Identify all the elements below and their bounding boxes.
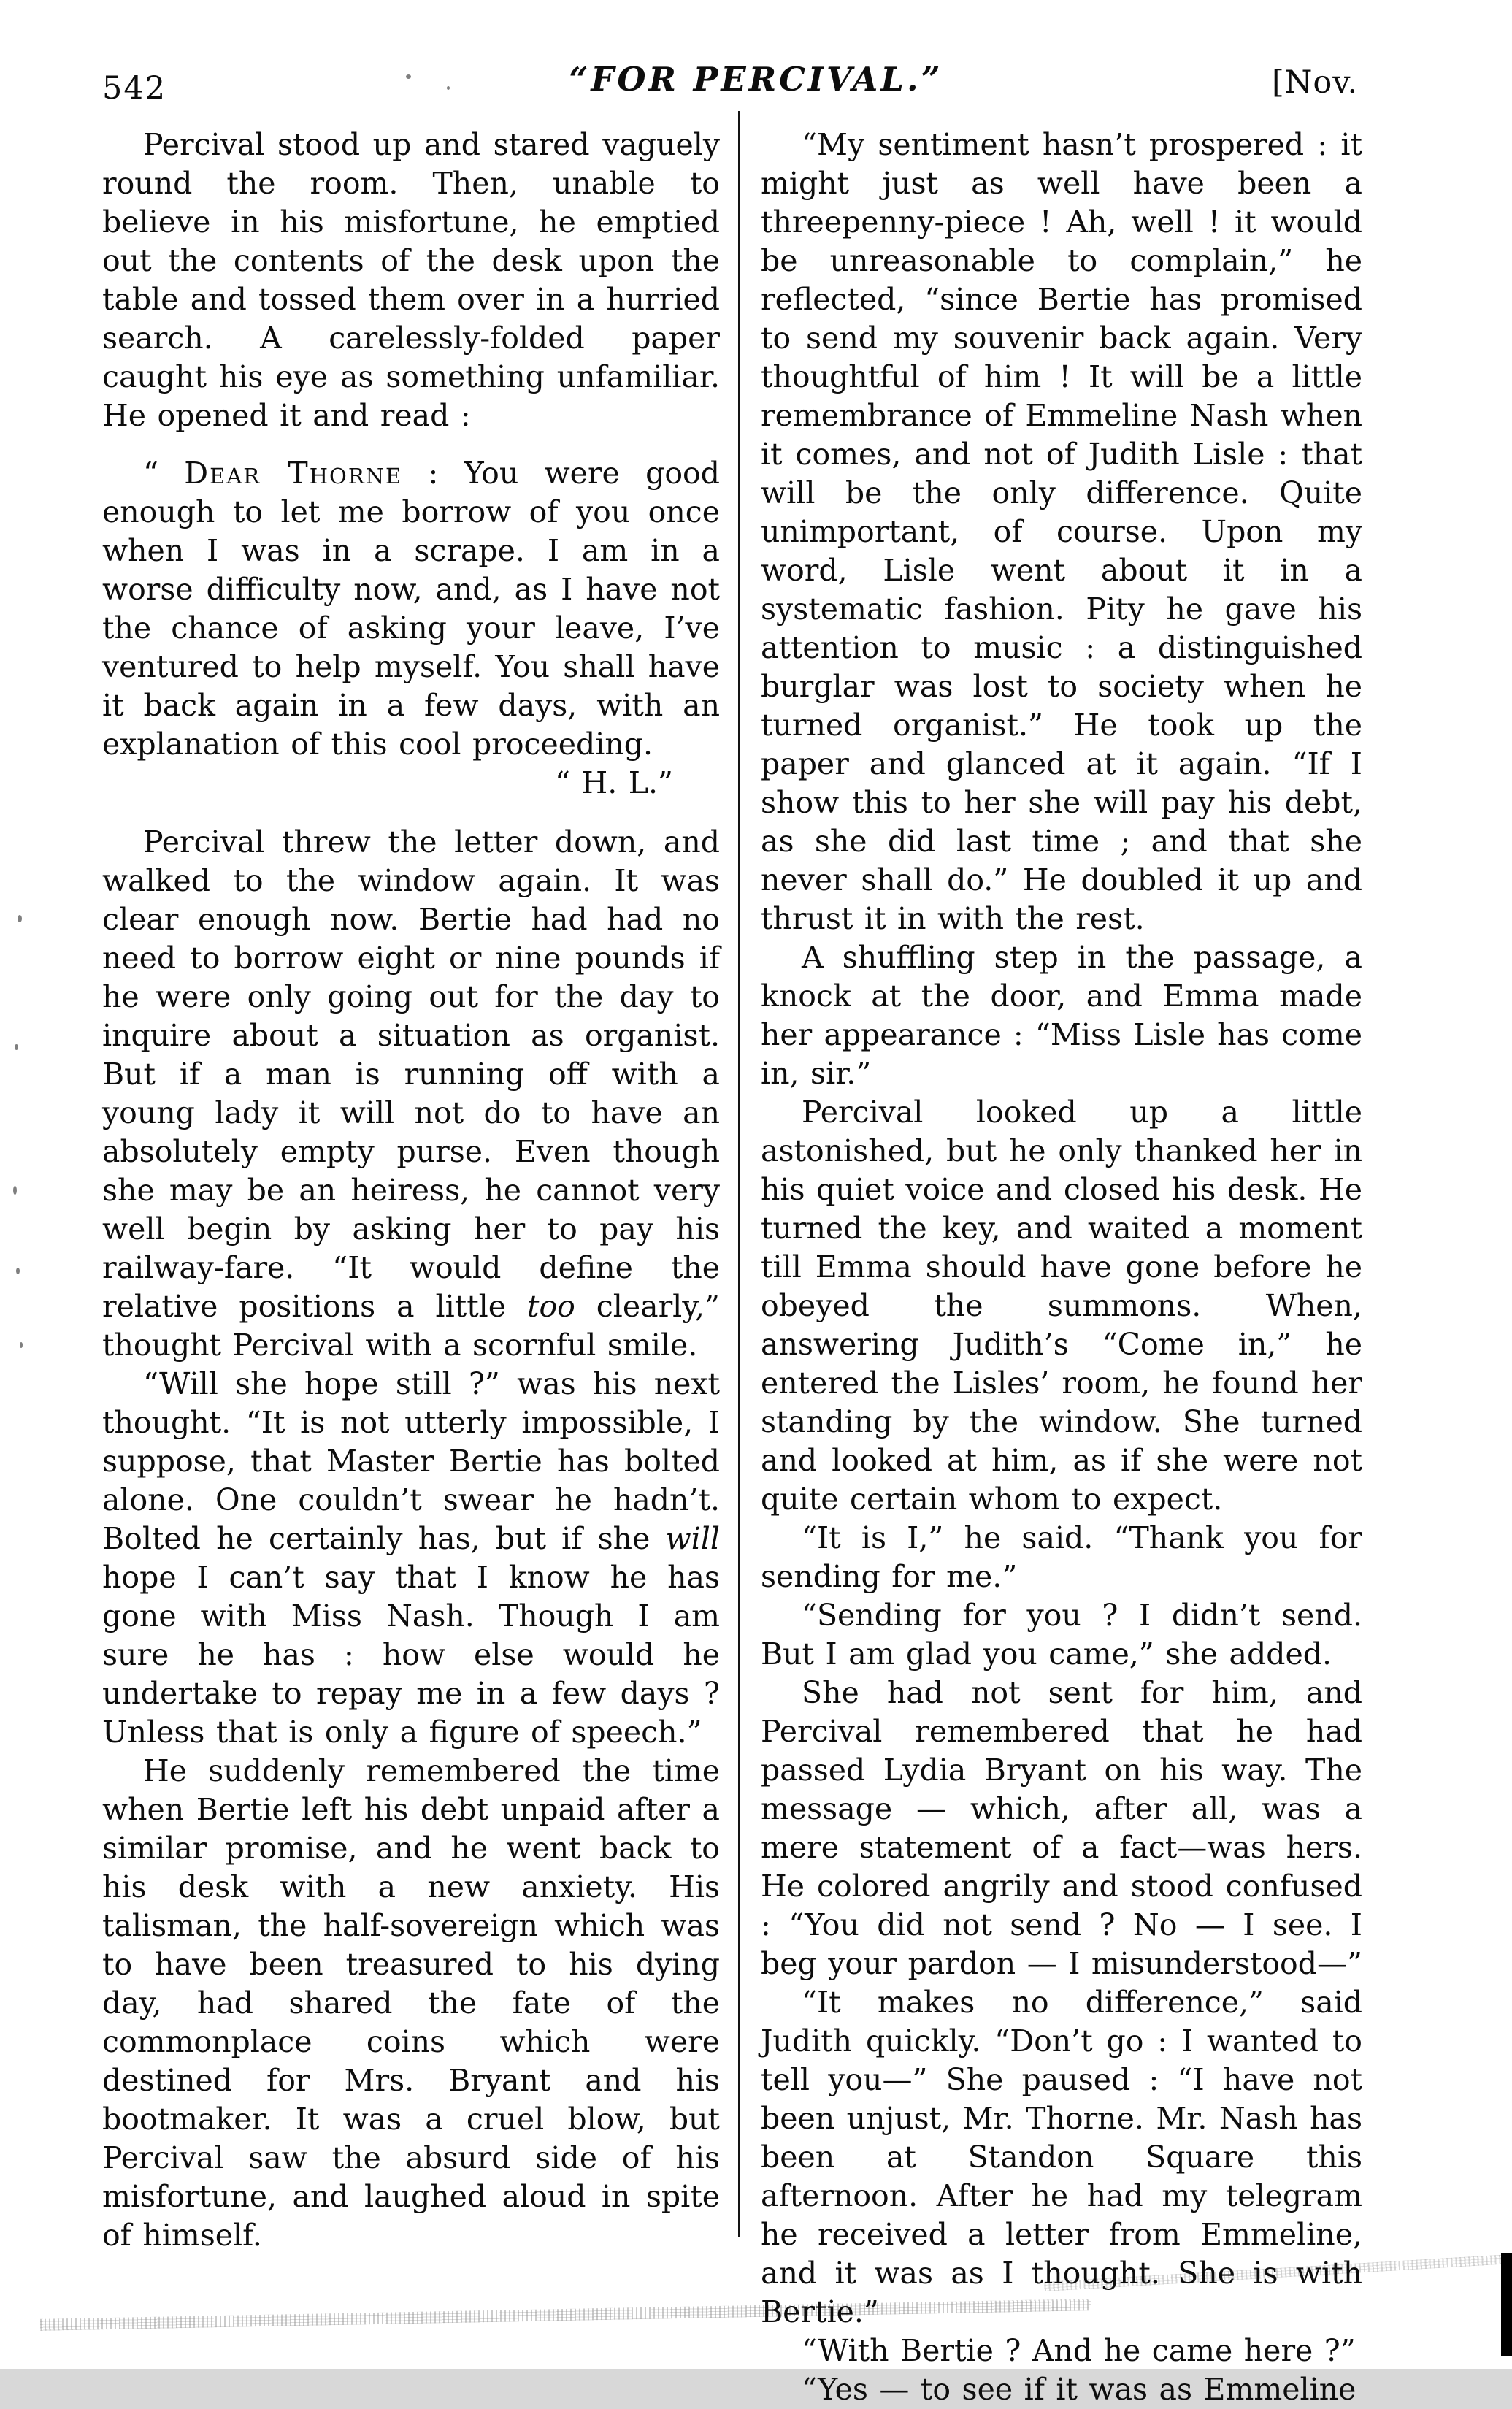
text-segment: hope I can’t say that I know he has gone with Miss Nash. Though I am sure he has : how else would he undertake to repay me in a few days ? Unless that is only a figure of speech.” (102, 1560, 720, 1750)
text-segment: A shuffling step in the passage, a knock at the door, and Emma made her appearance : “Miss Lisle has come in, sir.” (761, 940, 1362, 1091)
paragraph (761, 1674, 1362, 1983)
text-column-left (102, 126, 720, 2255)
text-segment: “ (143, 456, 185, 491)
text-segment: “It is I,” he said. “Thank you for sending for me.” (761, 1520, 1362, 1594)
text-segment: “Yes — to see if it was as Emmeline (802, 2372, 1356, 2407)
paragraph (761, 2370, 1362, 2409)
text-segment: “My sentiment hasn’t prospered : it might just as well have been a threepenny-piece ! Ah, well ! it would be unreasonable to complain,” he reflected, “since Bertie has promised to send my souvenir back again. Very thoughtful of him ! It will be a little remembrance of Emmeline Nash when it comes, and not of Judith Lisle : that will be the only difference. Quite unimportant, of course. Upon my word, Lisle went about it in a systematic fashion. Pity he gave his attention to music : a distinguished burglar was lost to society when he turned organist.” He took up the paper and glanced at it again. “If I show this to her she will pay his debt, as she did last time ; and that she never shall do.” He doubled it up and thrust it in with the rest. (761, 127, 1362, 936)
margin-speck (16, 1268, 20, 1274)
text-segment: Percival looked up a little astonished, but he only thanked her in his quiet voice and closed his desk. He turned the key, and waited a moment till Emma should have gone before he obeyed the summons. When, answering Judith’s “Come in,” he entered the Lisles’ room, he found her standing by the window. She turned and looked at him, as if she were not quite certain whom to expect. (761, 1095, 1362, 1517)
column-divider-rule (738, 111, 740, 2237)
running-head-title: “FOR PERCIVAL.” (569, 60, 943, 99)
page-number: 542 (102, 70, 167, 107)
paragraph (761, 1596, 1362, 1674)
text-segment: Percival threw the letter down, and walked to the window again. It was clear enough now. Bertie had had no need to borrow eight or nine pounds if he were only going out for the day to inquire about a situation as organist. But if a man is running off with a young lady it will not do to have an absolutely empty purse. Even though she may be an heiress, he cannot very well begin by asking her to pay his railway-fare. “It would define the relative positions a little (102, 824, 720, 1324)
scan-edge-mark (1501, 2253, 1512, 2356)
issue-date: [Nov. (1272, 64, 1359, 101)
paragraph-letter (102, 454, 720, 764)
margin-speck (13, 1186, 17, 1195)
text-segment: “ H. L.” (555, 765, 673, 800)
paragraph (761, 1093, 1362, 1519)
smallcaps-salutation: Dear Thorne (184, 456, 403, 491)
text-segment: “It makes no difference,” said Judith quickly. “Don’t go : I wanted to tell you—” She paused : “I have not been unjust, Mr. Thorne. Mr. Nash has been at Standon Square this afternoon. After he had my telegram he received a letter from Emmeline, and it was as I thought. She is with Bertie.” (761, 1985, 1362, 2329)
paragraph (761, 2332, 1362, 2370)
text-segment: She had not sent for him, and Percival remembered that he had passed Lydia Bryant on his way. The message — which, after all, was a mere statement of a fact—was hers. He colored angrily and stood confused : “You did not send ? No — I see. I beg your pardon — I misunderstood—” (761, 1675, 1362, 1981)
text-segment: : You were good enough to let me borrow of you once when I was in a scrape. I am in a worse difficulty now, and, as I have not the chance of asking your leave, I’ve ventured to help myself. You shall have it back again in a few days, with an explanation of this cool proceeding. (102, 456, 720, 762)
text-segment: He suddenly remembered the time when Bertie left his debt unpaid after a similar promise, and he went back to his desk with a new anxiety. His talisman, the half-sovereign which was to have been treasured to his dying day, had shared the fate of the commonplace coins which were destined for Mrs. Bryant and his bootmaker. It was a cruel blow, but Percival saw the absurd side of his misfortune, and laughed aloud in spite of himself. (102, 1753, 720, 2253)
text-segment: “With Bertie ? And he came here ?” (802, 2333, 1356, 2368)
top-speck (447, 86, 450, 90)
paragraph (761, 126, 1362, 938)
italic-word: too (526, 1289, 575, 1324)
margin-speck (20, 1342, 23, 1348)
text-segment: “Sending for you ? I didn’t send. But I am glad you came,” she added. (761, 1598, 1362, 1671)
paragraph (102, 1365, 720, 1752)
paragraph (761, 938, 1362, 1093)
text-segment: “Will she hope still ?” was his next thought. “It is not utterly impossible, I suppose, that Master Bertie has bolted alone. One couldn’t swear he hadn’t. Bolted he certainly has, but if she (102, 1366, 720, 1556)
paragraph (102, 823, 720, 1365)
text-column-right (761, 126, 1362, 2409)
top-speck (406, 74, 411, 79)
paragraph (102, 1752, 720, 2255)
paragraph (761, 1983, 1362, 2332)
text-segment: Percival stood up and stared vaguely round the room. Then, unable to believe in his misfortune, he emptied out the contents of the desk upon the table and tossed them over in a hurried search. A carelessly-folded paper caught his eye as something unfamiliar. He opened it and read : (102, 127, 720, 433)
text-segment: clearly,” thought Percival with a scornful smile. (102, 1289, 720, 1363)
margin-speck (15, 1044, 18, 1050)
paragraph-letter-signature (102, 764, 720, 803)
italic-word: will (665, 1521, 720, 1556)
paragraph-opening (102, 126, 720, 435)
margin-speck (18, 915, 22, 922)
paragraph (761, 1519, 1362, 1596)
